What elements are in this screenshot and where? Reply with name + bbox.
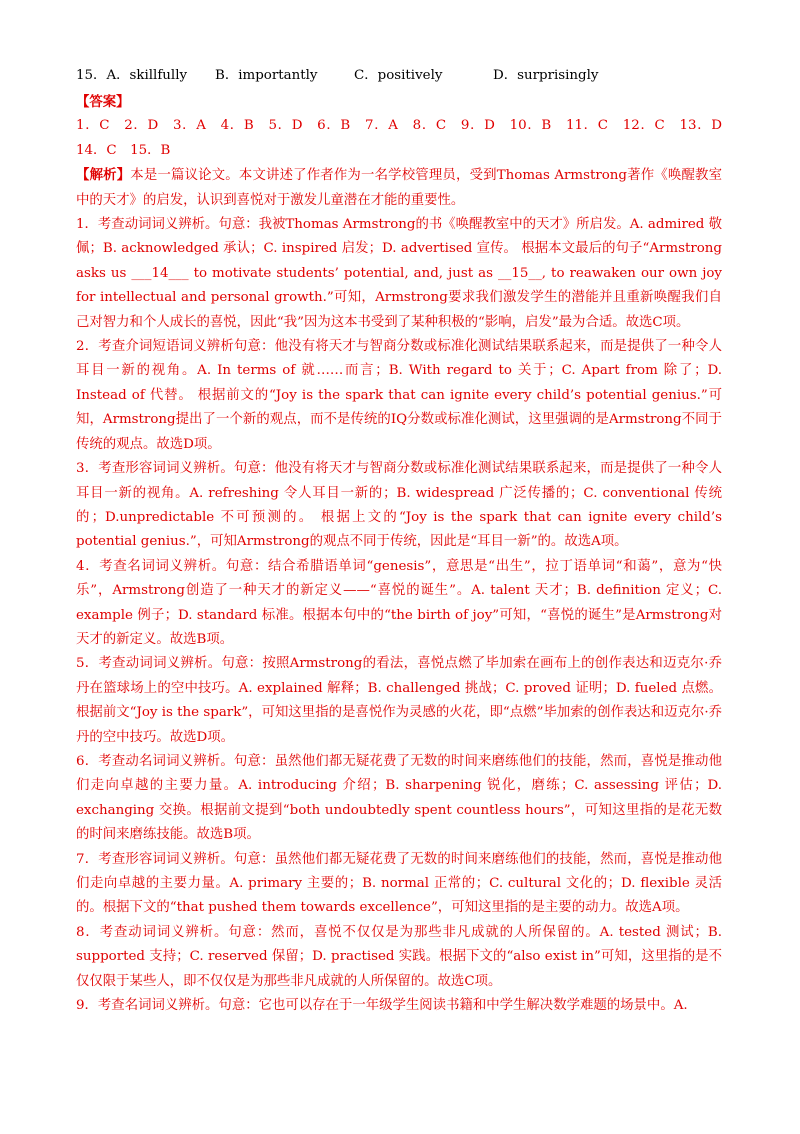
option-a — [76, 64, 187, 88]
answer-key: 1．C 2．D 3．A 4．B 5．D 6．B 7．A 8．C 9．D 10．B 11．C 12．C 13．D 14．C 15．B — [76, 118, 736, 158]
explanation-item-1: 1．考查动词词义辨析。句意：我被Thomas Armstrong的书《唤醒教室中的天才》所启发。A. admired 敬佩；B. acknowledged 承认；C. inspired 启发；D. advertised 宣传。 根据本文最后的句子“Armstrong asks us ___14___ to motivate students’ potential, and, just as __15__, to reawaken our own joy for intellectual and personal growth.”可知，Armstrong要求我们激发学生的潜能并且重新唤醒我们自己对智力和个人成长的喜悦，因此“我”因为这本书受到了某种积极的“影响，启发”最为合适。故选C项。 — [76, 217, 722, 330]
answer-explanation — [76, 90, 736, 1018]
analysis-intro-text: 本是一篇议论文。本文讲述了作者作为一名学校管理员，受到Thomas Armstrong著作《唤醒教室中的天才》的启发，认识到喜悦对于激发儿童潜在才能的重要性。 — [76, 168, 723, 208]
explanation-item-5: 5．考查动词词义辨析。句意：按照Armstrong的看法，喜悦点燃了毕加索在画布上的创作表达和迈克尔·乔丹在篮球场上的空中技巧。A. explained 解释；B. challenged 挑战；C. proved 证明；D. fueled 点燃。根据前文“Joy is the spark”，可知这里指的是喜悦作为灵感的火花，即“点燃”毕加索的创作表达和迈克尔·乔丹的空中技巧。故选D项。 — [76, 656, 722, 745]
explanation-item-6: 6．考查动名词词义辨析。句意：虽然他们都无疑花费了无数的时间来磨练他们的技能，然而，喜悦是推动他们走向卓越的主要力量。A. introducing 介绍；B. sharpening 锐化，磨练；C. assessing 评估；D. exchanging 交换。根据前文提到“both undoubtedly spent countless hours”，可知这里指的是花无数的时间来磨练技能。故选B项。 — [76, 753, 722, 843]
explanation-item-2: 2．考查介词短语词义辨析句意：他没有将天才与智商分数或标准化测试结果联系起来，而是提供了一种令人耳目一新的视角。A. In terms of 就……而言；B. With regard to 关于；C. Apart from 除了；D. Instead of 代替。 根据前文的“Joy is the spark that can ignite every child’s potential genius.”可知，Armstrong提出了一个新的观点，而不是传统的IQ分数或标准化测试，这里强调的是Armstrong不同于传统的观点。故选D项。 — [76, 339, 722, 452]
analysis-label: 【解析】 — [76, 167, 131, 184]
option-d: D．surprisingly — [493, 68, 599, 83]
explanation-item-8: 8．考查动词词义辨析。句意：然而，喜悦不仅仅是为那些非凡成就的人所保留的。A. tested 测试；B. supported 支持；C. reserved 保留；D. practised 实践。根据下文的“also exist in”可知，这里指的是不仅仅限于某些人，即不仅仅是为那些非凡成就的人所保留的。故选C项。 — [76, 924, 722, 989]
explanation-item-9: 9．考查名词词义辨析。句意：它也可以存在于一年级学生阅读书籍和中学生解决数学难题的场景中。A. — [76, 998, 688, 1014]
option-b: B．importantly — [215, 68, 318, 83]
explanation-item-7: 7．考查形容词词义辨析。句意：虽然他们都无疑花费了无数的时间来磨练他们的技能，然而，喜悦是推动他们走向卓越的主要力量。A. primary 主要的；B. normal 正常的；C. cultural 文化的；D. flexible 灵活的。根据下文的“that pushed them towards excellence”，可知这里指的是主要的动力。故选A项。 — [76, 851, 722, 916]
explanation-item-3: 3．考查形容词词义辨析。句意：他没有将天才与智商分数或标准化测试结果联系起来，而是提供了一种令人耳目一新的视角。A. refreshing 令人耳目一新的；B. widespread 广泛传播的；C. conventional 传统的；D.unpredictable 不可预测的。 根据上文的“Joy is the spark that can ignite every child’s potential genius.”，可知Armstrong的观点不同于传统，因此是“耳目一新”的。故选A项。 — [76, 461, 722, 550]
option-c: C．positively — [354, 68, 443, 83]
option-a-text: A．skillfully — [106, 68, 188, 83]
analysis-intro — [76, 163, 722, 213]
explanation-item-4: 4．考查名词词义辨析。句意：结合希腊语单词“genesis”，意思是“出生”，拉丁语单词“和蔼”，意为“快乐”，Armstrong创造了一种天才的新定义——“喜悦的诞生”。A. talent 天才；B. definition 定义；C. example 例子；D. standard 标准。根据本句中的“the birth of joy”可知，“喜悦的诞生”是Armstrong对天才的新定义。故选B项。 — [76, 558, 722, 647]
answer-label: 【答案】 — [76, 94, 130, 110]
question-15-options — [76, 64, 736, 88]
question-number: 15． — [76, 68, 107, 83]
